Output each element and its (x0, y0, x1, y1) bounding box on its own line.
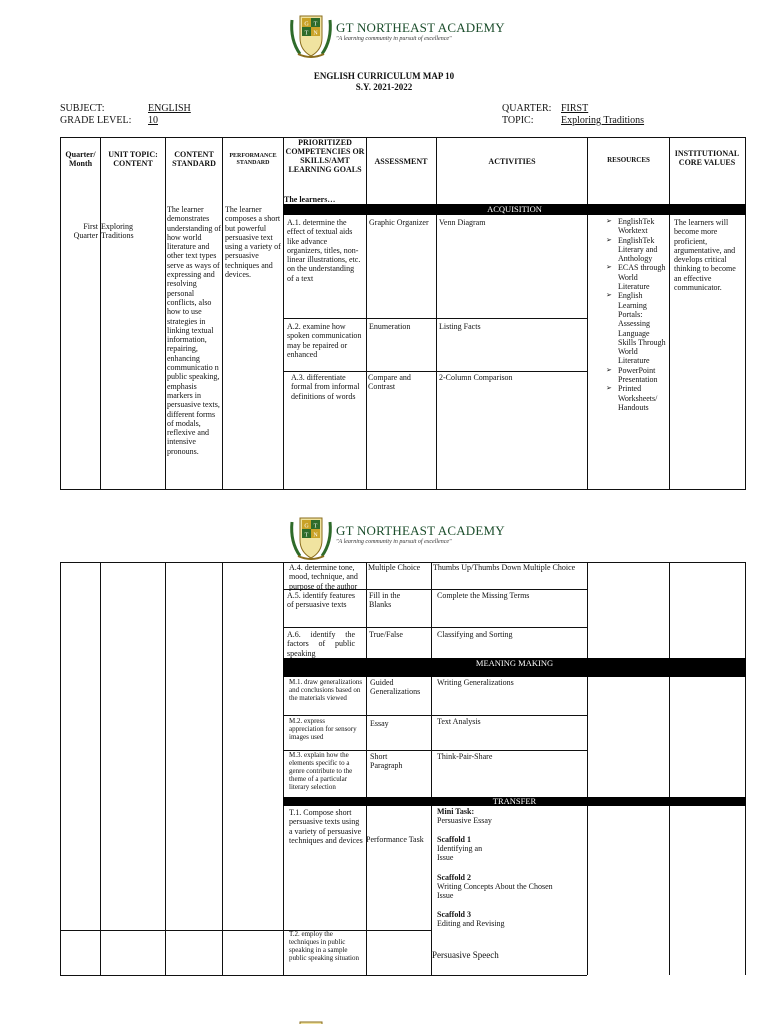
crest-icon (288, 10, 334, 60)
resource-item: ➢ English Learning Portals: Assessing Language Skills Through World Literature (606, 291, 666, 366)
scaffold-1-text: Identifying an Issue (437, 844, 483, 863)
grade-value: 10 (148, 115, 158, 126)
activity-m1: Writing Generalizations (437, 678, 514, 687)
section-meaning-making: MEANING MAKING (283, 658, 746, 677)
crest-icon (288, 1016, 334, 1024)
svg-text:T: T (304, 30, 309, 37)
resource-item: ➢ EnglishTek Literary and Anthology (606, 235, 658, 264)
assessment-a3: Compare and Contrast (368, 373, 411, 392)
school-logo-page2 (288, 512, 334, 562)
school-tagline-page2: "A learning community in pursuit of excellence" (336, 539, 452, 545)
school-name-page2: GT NORTHEAST ACADEMY (336, 523, 505, 538)
quarter-cell: First Quarter (73, 222, 98, 241)
header-learners: The learners… (284, 195, 336, 204)
header-resources: RESOURCES (607, 156, 650, 164)
activity-a2: Listing Facts (439, 322, 481, 331)
assessment-a4: Multiple Choice (368, 563, 421, 572)
resource-item: ➢ ECAS through World Literature (606, 263, 666, 292)
competency-a4: A.4. determine tone, mood, technique, and purpose of the author (289, 563, 358, 591)
svg-text:T: T (313, 523, 318, 530)
subject-label: SUBJECT: (60, 103, 105, 114)
arrow-bullet-icon: ➢ (606, 291, 612, 300)
competency-m2: M.2. express appreciation for sensory images used (289, 717, 357, 741)
assessment-m1: Guided Generalizations (370, 678, 421, 697)
resource-item: ➢ PowerPoint Presentation (606, 365, 658, 385)
assessment-a6: True/False (369, 630, 403, 639)
grade-label: GRADE LEVEL: (60, 115, 132, 126)
competency-a5: A.5. identify features of persuasive texts (287, 591, 355, 610)
scaffold-1-label: Scaffold 1 (437, 835, 471, 844)
assessment-a1: Graphic Organizer (369, 218, 429, 227)
performance-standard-cell: The learner composes a short but powerful persuasive text using a variety of persuasive techniques and devices. (225, 205, 281, 280)
header-content-standard: CONTENT STANDARD (172, 150, 216, 168)
svg-text:T: T (304, 532, 309, 539)
school-logo-page3 (288, 1016, 334, 1024)
resources-list (606, 217, 666, 412)
arrow-bullet-icon: ➢ (606, 217, 612, 225)
competency-m3: M.3. explain how the elements specific to a genre contribute to the theme of a particular literary selection (289, 751, 353, 791)
school-tagline: "A learning community in pursuit of excellence" (336, 36, 452, 42)
quarter-label: QUARTER: (502, 103, 552, 114)
activity-a4: Thumbs Up/Thumbs Down Multiple Choice (433, 563, 576, 572)
scaffold-3-text: Editing and Revising (437, 919, 505, 928)
activity-a5: Complete the Missing Terms (437, 591, 530, 600)
core-values-cell: The learners will become more proficient, argumentative, and develops critical thinking to become an effective communicator. (674, 218, 736, 293)
assessment-t1: Performance Task (366, 835, 424, 844)
arrow-bullet-icon: ➢ (606, 365, 612, 374)
assessment-a5: Fill in the Blanks (369, 591, 401, 610)
competency-t1: T.1. Compose short persuasive texts using a variety of persuasive techniques and devices (289, 808, 363, 845)
mini-task-label: Mini Task: (437, 807, 475, 816)
svg-text:N: N (313, 532, 318, 539)
resource-item: ➢ Printed Worksheets/ Handouts (606, 384, 658, 412)
mini-task-value: Persuasive Essay (437, 816, 492, 825)
school-year: S.Y. 2021-2022 (355, 82, 413, 92)
arrow-bullet-icon: ➢ (606, 263, 612, 272)
assessment-a2: Enumeration (369, 322, 411, 331)
header-assessment: ASSESSMENT (374, 157, 428, 166)
school-logo (288, 10, 334, 60)
header-core-values: INSTITUTIONAL CORE VALUES (674, 149, 740, 167)
svg-text:G: G (304, 523, 309, 530)
header-quarter: Quarter/ Month (65, 150, 96, 168)
svg-text:G: G (304, 21, 309, 28)
assessment-m2: Essay (370, 719, 389, 728)
svg-text:N: N (313, 30, 318, 37)
activity-a3: 2-Column Comparison (439, 373, 513, 382)
competency-a3: A.3. differentiate formal from informal definitions of words (291, 373, 360, 401)
section-transfer: TRANSFER (283, 797, 746, 806)
arrow-bullet-icon: ➢ (606, 384, 612, 393)
scaffold-2-label: Scaffold 2 (437, 873, 471, 882)
competency-a6: A.6. identify the factors of public speaking (287, 630, 355, 658)
activity-m2: Text Analysis (437, 717, 481, 726)
header-unit: UNIT TOPIC: CONTENT (108, 150, 158, 168)
topic-value: Exploring Traditions (561, 115, 645, 126)
activity-a6: Classifying and Sorting (437, 630, 513, 639)
competency-a1: A.1. determine the effect of textual aids like advance organizers, titles, non-linear illustrations, etc. on the understanding of a text (287, 218, 361, 283)
competency-a2: A.2. examine how spoken communication may be repaired or enhanced (287, 322, 362, 359)
school-name: GT NORTHEAST ACADEMY (336, 20, 505, 35)
crest-icon (288, 512, 334, 562)
quarter-value: FIRST (561, 103, 589, 114)
header-performance-standard: PERFORMANCE STANDARD (229, 153, 277, 166)
assessment-m3: Short Paragraph (370, 752, 403, 771)
topic-label: TOPIC: (502, 115, 534, 126)
resource-item: ➢ EnglishTek Worktext (606, 217, 655, 236)
header-competencies: PRIORITIZED COMPETENCIES OR SKILLS/AMT LEARNING GOALS (285, 138, 365, 174)
activity-a1: Venn Diagram (439, 218, 486, 227)
scaffold-3-label: Scaffold 3 (437, 910, 471, 919)
arrow-bullet-icon: ➢ (606, 235, 612, 244)
subject-value: ENGLISH (148, 103, 191, 114)
competency-t2: T.2. employ the techniques in public speaking in a sample public speaking situation (289, 930, 359, 962)
competency-m1: M.1. draw generalizations and conclusions based on the materials viewed (289, 678, 363, 702)
activity-m3: Think-Pair-Share (437, 752, 493, 761)
svg-text:T: T (313, 21, 318, 28)
scaffold-2-text: Writing Concepts About the Chosen Issue (437, 882, 553, 901)
header-activities: ACTIVITIES (488, 157, 536, 166)
content-standard-cell: The learner demonstrates understanding of how world literature and other text types serve as ways of expressing and resolving personal conflicts, also how to use strategies in linking textual information, repairing, enhancing communicatio n public speaking, emphasis markers in persuasive texts, different forms of modals, reflexive and intensive pronouns. (167, 205, 221, 456)
section-acquisition: ACQUISITION (283, 204, 746, 215)
document-title: ENGLISH CURRICULUM MAP 10 (313, 71, 455, 81)
unit-cell: Exploring Traditions (101, 222, 134, 241)
activity-t2: Persuasive Speech (432, 950, 499, 960)
